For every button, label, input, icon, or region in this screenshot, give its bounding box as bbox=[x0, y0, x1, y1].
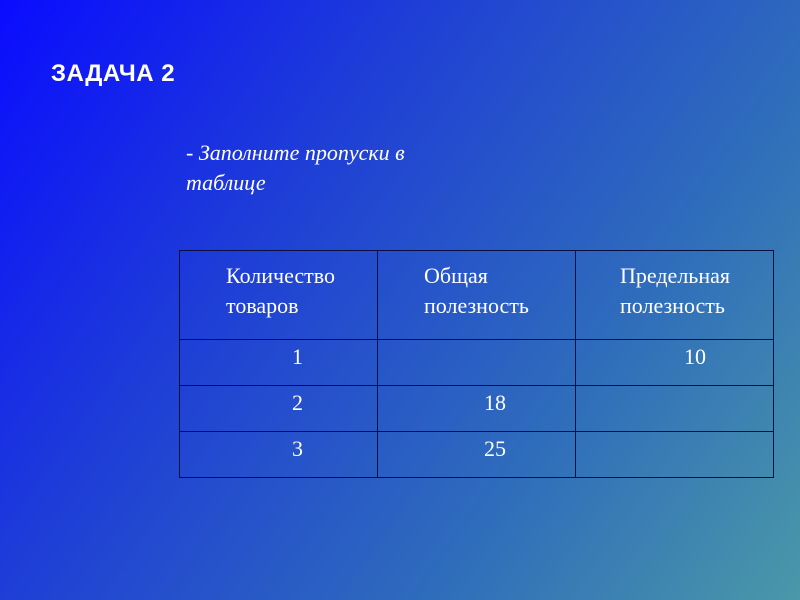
header-marginal-utility-label: Предельная полезность bbox=[620, 263, 730, 318]
cell-value: 25 bbox=[484, 436, 506, 461]
table-header-row bbox=[180, 251, 774, 340]
header-quantity bbox=[180, 251, 378, 340]
utility-table bbox=[179, 250, 774, 478]
cell-value: 10 bbox=[684, 344, 706, 369]
cell-marginal-utility bbox=[576, 340, 774, 386]
table-row bbox=[180, 386, 774, 432]
cell-value bbox=[576, 386, 773, 390]
header-marginal-utility bbox=[576, 251, 774, 340]
header-quantity-label: Количество товаров bbox=[226, 263, 336, 318]
cell-total-utility bbox=[378, 340, 576, 386]
table-row bbox=[180, 340, 774, 386]
cell-total-utility bbox=[378, 386, 576, 432]
cell-marginal-utility bbox=[576, 386, 774, 432]
cell-value: 18 bbox=[484, 390, 506, 415]
cell-value: 3 bbox=[292, 436, 303, 461]
table-row bbox=[180, 432, 774, 478]
cell-marginal-utility bbox=[576, 432, 774, 478]
header-total-utility bbox=[378, 251, 576, 340]
cell-value: 2 bbox=[292, 390, 303, 415]
header-total-utility-label: Общая полезность bbox=[424, 263, 529, 318]
cell-value bbox=[576, 432, 773, 436]
task-instruction: - Заполните пропуски в таблице bbox=[186, 140, 405, 195]
slide-title: ЗАДАЧА 2 bbox=[51, 60, 176, 87]
cell-quantity bbox=[180, 432, 378, 478]
cell-quantity bbox=[180, 340, 378, 386]
cell-value bbox=[378, 340, 575, 344]
cell-total-utility bbox=[378, 432, 576, 478]
cell-value: 1 bbox=[292, 344, 303, 369]
cell-quantity bbox=[180, 386, 378, 432]
